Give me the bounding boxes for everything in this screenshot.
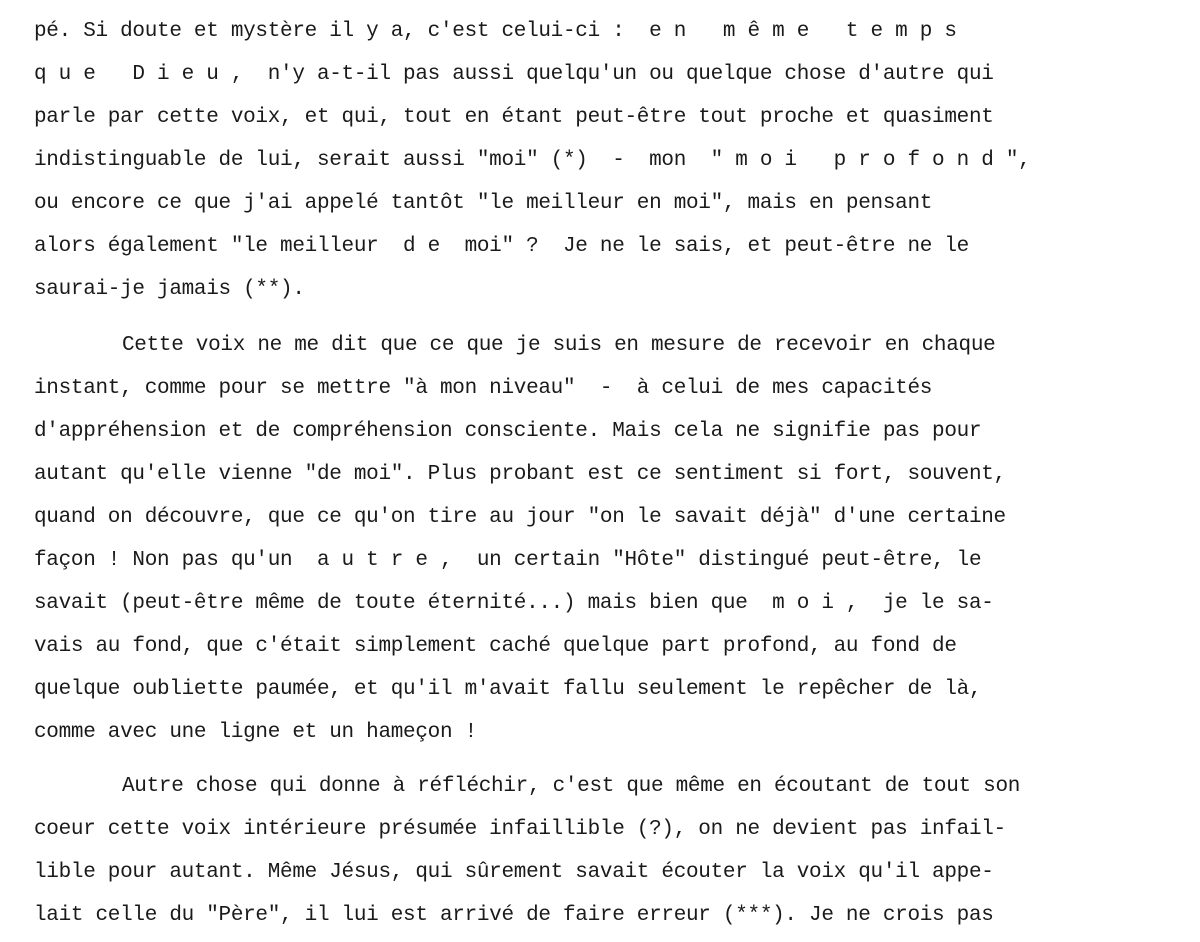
text-line: comme avec une ligne et un hameçon ! <box>34 721 477 744</box>
document-page <box>34 0 1194 942</box>
text-line: d'appréhension et de compréhension consciente. Mais cela ne signifie pas pour <box>34 420 982 443</box>
text-line: Cette voix ne me dit que ce que je suis en mesure de recevoir en chaque <box>122 334 996 357</box>
text-line: autant qu'elle vienne "de moi". Plus probant est ce sentiment si fort, souvent, <box>34 463 1006 486</box>
text-line: quelque oubliette paumée, et qu'il m'avait fallu seulement le repêcher de là, <box>34 678 982 701</box>
text-line: façon ! Non pas qu'un a u t r e , un certain "Hôte" distingué peut-être, le <box>34 549 982 572</box>
text-line: instant, comme pour se mettre "à mon niveau" - à celui de mes capacités <box>34 377 933 400</box>
text-line: parle par cette voix, et qui, tout en étant peut-être tout proche et quasiment <box>34 106 994 129</box>
text-line: lait celle du "Père", il lui est arrivé de faire erreur (***). Je ne crois pas <box>34 904 994 927</box>
text-line: indistinguable de lui, serait aussi "moi" (*) - mon " m o i p r o f o n d ", <box>34 149 1031 172</box>
text-line: Autre chose qui donne à réfléchir, c'est que même en écoutant de tout son <box>122 775 1021 798</box>
text-line: q u e D i e u , n'y a-t-il pas aussi quelqu'un ou quelque chose d'autre qui <box>34 63 994 86</box>
text-line: coeur cette voix intérieure présumée infaillible (?), on ne devient pas infail- <box>34 818 1006 841</box>
text-line: quand on découvre, que ce qu'on tire au jour "on le savait déjà" d'une certaine <box>34 506 1006 529</box>
text-line: savait (peut-être même de toute éternité...) mais bien que m o i , je le sa- <box>34 592 994 615</box>
text-line: ou encore ce que j'ai appelé tantôt "le meilleur en moi", mais en pensant <box>34 192 933 215</box>
text-line: lible pour autant. Même Jésus, qui sûrement savait écouter la voix qu'il appe- <box>34 861 994 884</box>
text-line: pé. Si doute et mystère il y a, c'est celui-ci : e n m ê m e t e m p s <box>34 20 957 43</box>
text-line: saurai-je jamais (**). <box>34 278 305 301</box>
text-line: vais au fond, que c'était simplement caché quelque part profond, au fond de <box>34 635 957 658</box>
text-line: alors également "le meilleur d e moi" ? Je ne le sais, et peut-être ne le <box>34 235 969 258</box>
